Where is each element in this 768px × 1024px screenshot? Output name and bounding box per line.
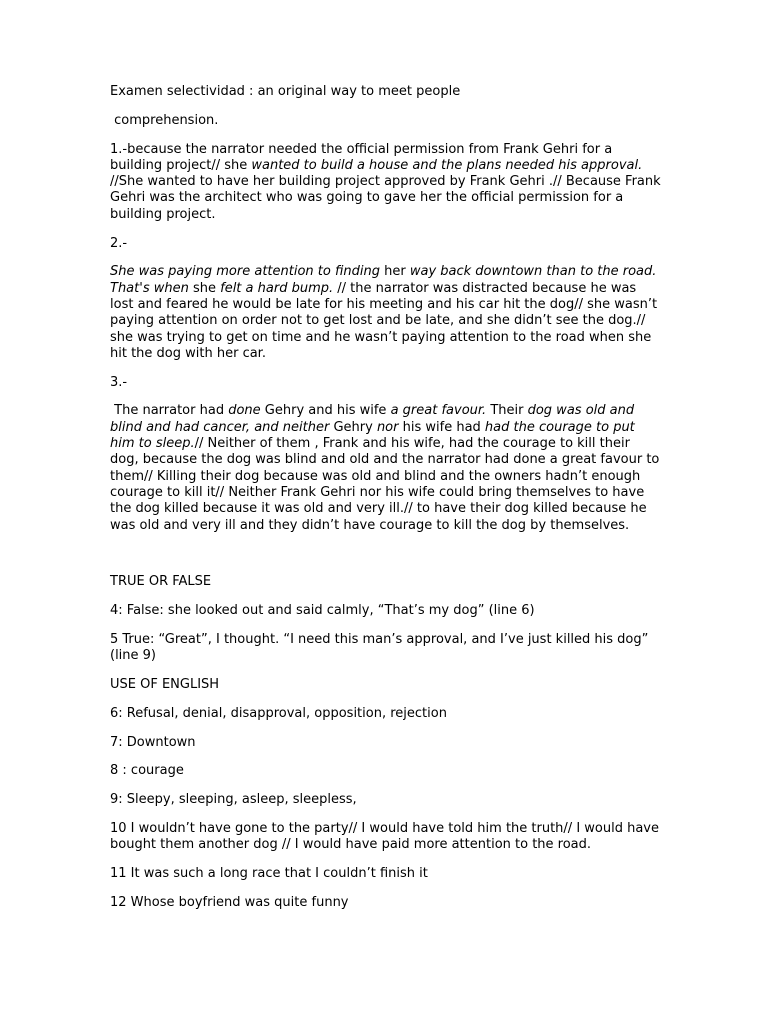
text-run: Gehry and his wife (260, 403, 391, 419)
italic-text-run: done (228, 403, 261, 419)
section-comprehension-heading: comprehension. (110, 112, 219, 128)
answer-2 (110, 264, 662, 362)
italic-text-run: a great favour. (390, 403, 487, 419)
text-run: she (188, 280, 221, 296)
text-run: The narrator had (110, 403, 229, 419)
document-page (110, 84, 662, 924)
spacer (110, 546, 662, 574)
text-run: //She wanted to have her building project approved by Frank Gehri .// Because Frank Gehri was the architect who was going to gave her the official permission for a building project. (110, 174, 661, 222)
document-title: Examen selectividad : an original way to meet people (110, 84, 461, 99)
text-run: // Neither of them , Frank and his wife, had the courage to kill their dog, because the dog was blind and old and the narrator had done a great favour to them// Killing their dog because was old and blind and the owners hadn’t enough courage to kill it// Neither Frank Gehri nor his wife could bring themselves to have the dog killed because it was old and very ill.// to have their dog killed because he was old and very ill and they didn’t have courage to kill the dog by themselves. (110, 436, 664, 533)
text-run: 1.-because the narrator needed the official permission from Frank Gehri for a building project// she (110, 141, 613, 173)
answer-9: 9: Sleepy, sleeping, asleep, sleepless, (110, 792, 357, 808)
text-run: // the narrator was distracted because he was lost and feared he would be late for his meeting and his car hit the dog// she wasn’t paying attention on order not to get lost and be late, and she didn’t see the dog.// she was trying to get on time and he wasn’t paying attention to the road when she hit the dog with her car. (110, 280, 658, 361)
answer-3 (110, 403, 662, 533)
italic-text-run: felt a hard bump. (220, 280, 334, 296)
answer-2-label: 2.- (110, 235, 128, 251)
answer-3-label: 3.- (110, 374, 128, 390)
italic-text-run: wanted to build a house and the plans needed his approval. (251, 157, 643, 173)
text-run: Gehry (329, 419, 377, 435)
section-use-of-english-heading: USE OF ENGLISH (110, 677, 220, 693)
answer-10: 10 I wouldn’t have gone to the party// I would have told him the truth// I would have bought them another dog // I would have paid more attention to the road. (110, 821, 660, 853)
text-run: Their (486, 403, 528, 419)
answer-1 (110, 142, 662, 223)
answer-11: 11 It was such a long race that I couldn’t finish it (110, 866, 428, 882)
text-run: his wife had (398, 419, 485, 435)
italic-text-run: nor (376, 419, 399, 435)
italic-text-run: dog was old and blind and had cancer, and neither (110, 403, 639, 435)
text-run: her (379, 264, 410, 280)
answer-8: 8 : courage (110, 763, 184, 779)
answer-6: 6: Refusal, denial, disapproval, opposition, rejection (110, 705, 447, 721)
section-true-false-heading: TRUE OR FALSE (110, 574, 212, 590)
answer-12: 12 Whose boyfriend was quite funny (110, 894, 349, 910)
answer-4: 4: False: she looked out and said calmly, “That’s my dog” (line 6) (110, 603, 535, 619)
italic-text-run: way back downtown than to the road. That's when (110, 264, 657, 296)
answer-5: 5 True: “Great”, I thought. “I need this man’s approval, and I’ve just killed his dog” (line 9) (110, 631, 649, 664)
italic-text-run: had the courage to put him to sleep. (110, 419, 639, 452)
answer-7: 7: Downtown (110, 734, 196, 750)
italic-text-run: She was paying more attention to finding (110, 264, 380, 280)
